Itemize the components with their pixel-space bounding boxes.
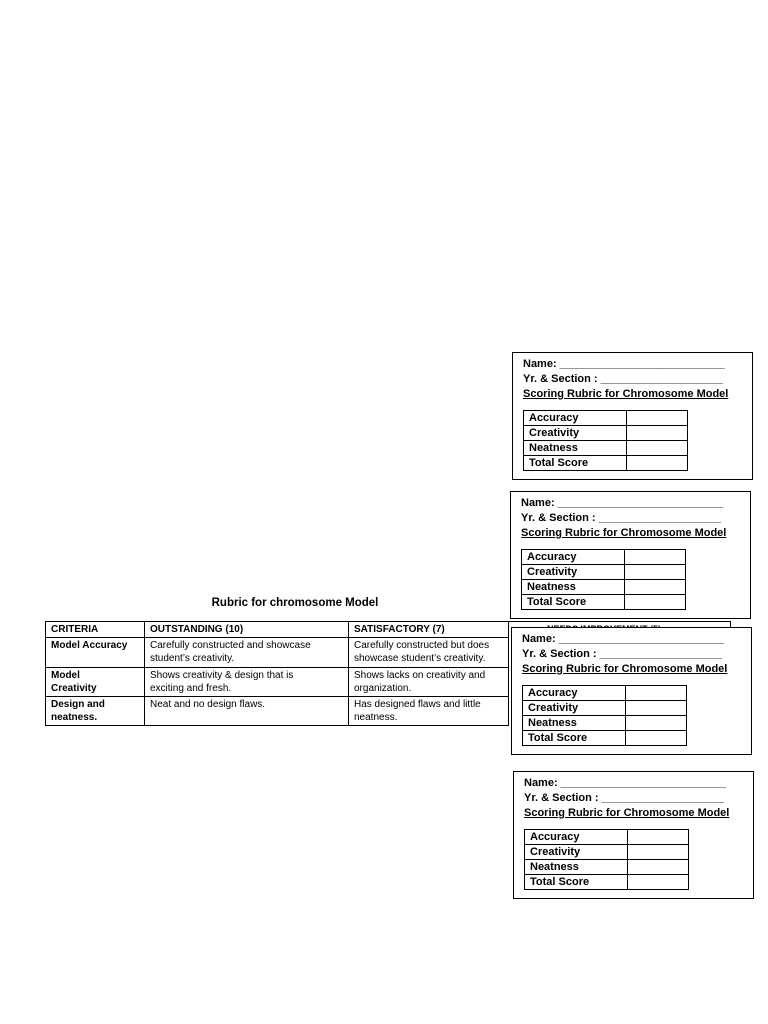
section-line: Yr. & Section : ____________________: [524, 792, 724, 804]
score-row: [525, 830, 689, 845]
score-table: [524, 829, 689, 890]
section-line: Yr. & Section : ____________________: [523, 373, 723, 385]
score-label: Accuracy: [523, 686, 626, 701]
name-line: Name: ___________________________: [523, 358, 725, 370]
score-row: [524, 441, 688, 456]
cell-line: Has designed flaws and little: [354, 699, 481, 710]
score-label: Accuracy: [524, 411, 627, 426]
header-criteria: CRITERIA: [46, 622, 145, 638]
score-row: [525, 875, 689, 890]
score-row: [522, 550, 686, 565]
rubric-table: [45, 621, 509, 726]
header-outstanding: OUTSTANDING (10): [145, 622, 349, 638]
score-card-title: Scoring Rubric for Chromosome Model: [521, 527, 727, 539]
cell-line: neatness.: [51, 712, 98, 723]
cell-line: Design and: [51, 699, 105, 710]
score-label: Neatness: [525, 860, 628, 875]
score-label: Creativity: [524, 426, 627, 441]
score-card-title: Scoring Rubric for Chromosome Model: [524, 807, 730, 819]
score-label: Creativity: [523, 701, 626, 716]
score-row: [523, 731, 687, 746]
criteria-cell: [46, 697, 145, 726]
outstanding-cell: [145, 697, 349, 726]
outstanding-cell: [145, 638, 349, 668]
score-row: [522, 565, 686, 580]
score-value-cell[interactable]: [627, 426, 688, 441]
cell-line: Carefully constructed and showcase: [150, 640, 311, 651]
score-card-title: Scoring Rubric for Chromosome Model: [522, 663, 728, 675]
score-value-cell[interactable]: [626, 686, 687, 701]
satisfactory-cell: [349, 638, 509, 668]
score-row: [525, 845, 689, 860]
cell-line: neatness.: [354, 712, 398, 723]
cell-line: Carefully constructed but does: [354, 640, 490, 651]
score-value-cell[interactable]: [628, 860, 689, 875]
score-row: [524, 426, 688, 441]
score-label: Total Score: [525, 875, 628, 890]
score-label: Total Score: [524, 456, 627, 471]
score-value-cell[interactable]: [626, 716, 687, 731]
criteria-cell: [46, 638, 145, 668]
score-table: [523, 410, 688, 471]
name-line: Name: ___________________________: [521, 497, 723, 509]
cell-line: Model: [51, 670, 80, 681]
score-table: [522, 685, 687, 746]
section-line: Yr. & Section : ____________________: [522, 648, 722, 660]
score-label: Creativity: [522, 565, 625, 580]
score-value-cell[interactable]: [627, 456, 688, 471]
table-row: [46, 668, 509, 697]
cell-line: Creativity: [51, 683, 97, 694]
criteria-cell: [46, 668, 145, 697]
score-label: Total Score: [523, 731, 626, 746]
score-label: Accuracy: [525, 830, 628, 845]
cell-line: Shows creativity & design that is: [150, 670, 294, 681]
score-row: [525, 860, 689, 875]
score-row: [522, 595, 686, 610]
cell-line: Shows lacks on creativity and: [354, 670, 486, 681]
score-row: [524, 411, 688, 426]
section-line: Yr. & Section : ____________________: [521, 512, 721, 524]
score-value-cell[interactable]: [627, 441, 688, 456]
satisfactory-cell: [349, 668, 509, 697]
score-value-cell[interactable]: [628, 845, 689, 860]
score-table: [521, 549, 686, 610]
score-value-cell[interactable]: [628, 830, 689, 845]
score-label: Total Score: [522, 595, 625, 610]
name-line: Name: ___________________________: [524, 777, 726, 789]
score-label: Neatness: [522, 580, 625, 595]
score-value-cell[interactable]: [625, 595, 686, 610]
score-row: [523, 701, 687, 716]
score-card: [513, 771, 754, 899]
table-row: [46, 638, 509, 668]
score-row: [524, 456, 688, 471]
outstanding-cell: [145, 668, 349, 697]
cell-line: showcase student’s creativity.: [354, 653, 486, 664]
score-card-title: Scoring Rubric for Chromosome Model: [523, 388, 729, 400]
score-value-cell[interactable]: [626, 731, 687, 746]
cell-line: Model Accuracy: [51, 640, 128, 651]
score-row: [522, 580, 686, 595]
score-label: Creativity: [525, 845, 628, 860]
score-card: [512, 352, 753, 480]
score-value-cell[interactable]: [627, 411, 688, 426]
score-label: Accuracy: [522, 550, 625, 565]
score-row: [523, 686, 687, 701]
rubric-header-row: [46, 622, 509, 638]
header-satisfactory: SATISFACTORY (7): [349, 622, 509, 638]
cell-line: exciting and fresh.: [150, 683, 232, 694]
name-line: Name: ___________________________: [522, 633, 724, 645]
score-row: [523, 716, 687, 731]
cell-line: organization.: [354, 683, 412, 694]
cell-line: student’s creativity.: [150, 653, 235, 664]
score-value-cell[interactable]: [626, 701, 687, 716]
score-value-cell[interactable]: [628, 875, 689, 890]
score-value-cell[interactable]: [625, 550, 686, 565]
score-card: [510, 491, 751, 619]
score-label: Neatness: [523, 716, 626, 731]
table-row: [46, 697, 509, 726]
cell-line: Neat and no design flaws.: [150, 699, 266, 710]
rubric-title: Rubric for chromosome Model: [211, 597, 379, 609]
satisfactory-cell: [349, 697, 509, 726]
score-label: Neatness: [524, 441, 627, 456]
score-value-cell[interactable]: [625, 565, 686, 580]
score-value-cell[interactable]: [625, 580, 686, 595]
score-card: [511, 627, 752, 755]
